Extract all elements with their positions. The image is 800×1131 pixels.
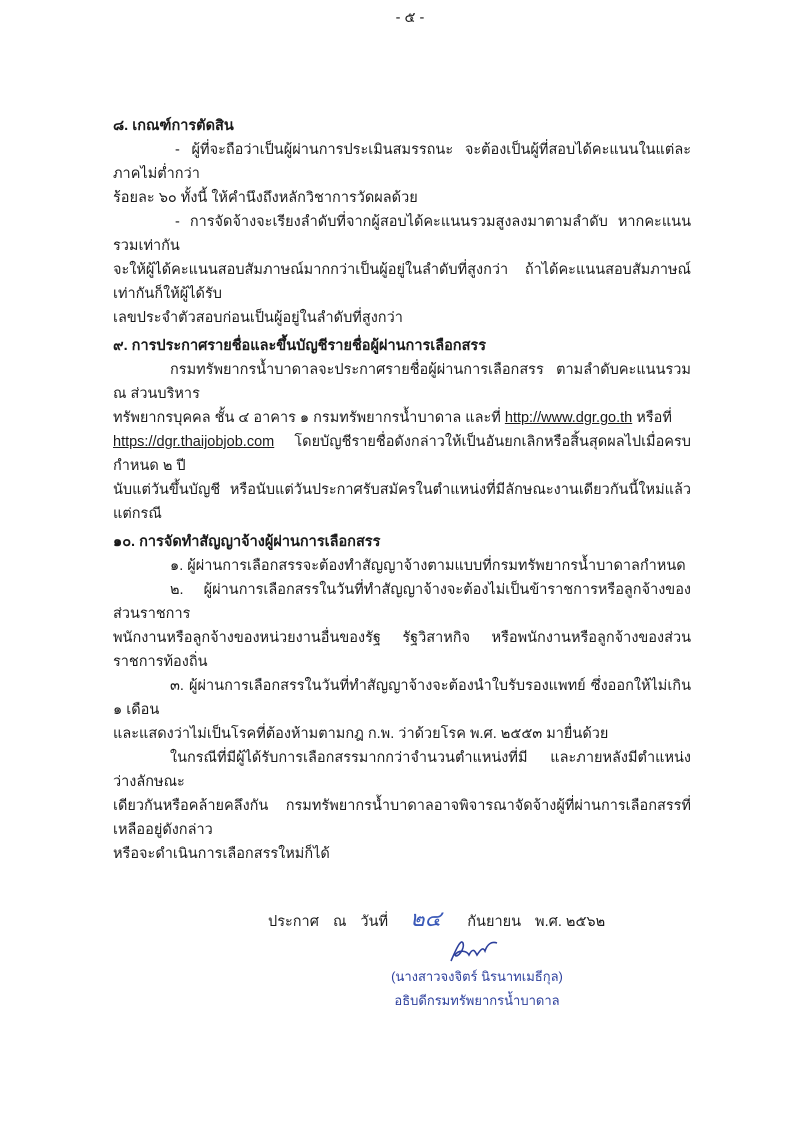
year: พ.ศ. ๒๕๖๒ [535,914,606,930]
paragraph-line: ๑. ผู้ผ่านการเลือกสรรจะต้องทำสัญญาจ้างตามแบบที่กรมทรัพยากรน้ำบาดาลกำหนด [170,558,686,574]
paragraph-line: จะให้ผู้ได้คะแนนสอบสัมภาษณ์มากกว่าเป็นผู้อยู่ในลำดับที่สูงกว่า ถ้าได้คะแนนสอบสัมภาษณ์เท่ากันก็ให้ผู้ได้รับ [113,262,691,302]
paragraph-line: ๓. ผู้ผ่านการเลือกสรรในวันที่ทำสัญญาจ้างจะต้องนำใบรับรองแพทย์ ซึ่งออกให้ไม่เกิน ๑ เดือน [113,678,691,718]
thaijobjob-link[interactable]: https://dgr.thaijobjob.com [113,434,275,450]
signer-title: อธิบดีกรมทรัพยากรน้ำบาดาล [394,993,560,1008]
paragraph-text: โดยบัญชีรายชื่อดังกล่าวให้เป็นอันยกเลิกหรือสิ้นสุดผลไปเมื่อครบกำหนด ๒ ปี [113,434,691,474]
paragraph-line: กรมทรัพยากรน้ำบาดาลจะประกาศรายชื่อผู้ผ่านการเลือกสรร ตามลำดับคะแนนรวม ณ ส่วนบริหาร [113,362,691,402]
month: กันยายน [467,914,522,930]
paragraph-line: พนักงานหรือลูกจ้างของหน่วยงานอื่นของรัฐ รัฐวิสาหกิจ หรือพนักงานหรือลูกจ้างของส่วนราชการท้องถิ่น [113,630,691,670]
announce-label: ประกาศ [268,914,319,930]
section-8-heading: ๘. เกณฑ์การตัดสิน [113,118,234,134]
paragraph-line: ในกรณีที่มีผู้ได้รับการเลือกสรรมากกว่าจำนวนตำแหน่งที่มี และภายหลังมีตำแหน่งว่างลักษณะ [113,750,691,790]
paragraph-line: ๒. ผู้ผ่านการเลือกสรรในวันที่ทำสัญญาจ้างจะต้องไม่เป็นข้าราชการหรือลูกจ้างของส่วนราชการ [113,582,691,622]
paragraph-line [113,430,691,478]
signer-name: (นางสาวจงจิตร์ นิรนาทเมธีกุล) [391,969,563,984]
at-label: ณ [332,914,347,930]
paragraph-line: และแสดงว่าไม่เป็นโรคที่ต้องห้ามตามกฎ ก.พ. ว่าด้วยโรค พ.ศ. ๒๕๕๓ มายื่นด้วย [113,726,609,742]
date-label: วันที่ [360,914,389,930]
paragraph-line: เดียวกันหรือคล้ายคลึงกัน กรมทรัพยากรน้ำบาดาลอาจพิจารณาจัดจ้างผู้ที่ผ่านการเลือกสรรที่เหลืออยู่ดังกล่าว [113,798,691,838]
handwritten-day: ๒๔ [410,906,442,931]
paragraph-line: หรือจะดำเนินการเลือกสรรใหม่ก็ได้ [113,846,330,862]
announcement-date [268,904,691,937]
paragraph-line: - ผู้ที่จะถือว่าเป็นผู้ผ่านการประเมินสมรรถนะ จะต้องเป็นผู้ที่สอบได้คะแนนในแต่ละภาคไม่ต่ำกว่า [113,142,691,182]
section-10-heading: ๑๐. การจัดทำสัญญาจ้างผู้ผ่านการเลือกสรร [113,534,381,550]
paragraph-text: หรือที่ [636,410,672,426]
paragraph-line: ร้อยละ ๖๐ ทั้งนี้ ให้คำนึงถึงหลักวิชาการวัดผลด้วย [113,190,418,206]
paragraph-line: - การจัดจ้างจะเรียงลำดับที่จากผู้สอบได้คะแนนรวมสูงลงมาตามลำดับ หากคะแนนรวมเท่ากัน [113,214,691,254]
dgr-website-link[interactable]: http://www.dgr.go.th [504,410,633,426]
document-body [113,30,691,1013]
paragraph-line: นับแต่วันขึ้นบัญชี หรือนับแต่วันประกาศรับสมัครในตำแหน่งที่มีลักษณะงานเดียวกันนี้ใหม่แล้วแต่กรณี [113,482,691,522]
paragraph-line: เลขประจำตัวสอบก่อนเป็นผู้อยู่ในลำดับที่สูงกว่า [113,310,403,326]
handwritten-signature [367,937,587,965]
page-number: - ๕ - [395,10,425,26]
signature-block [367,937,587,1013]
paragraph-line [113,406,691,430]
section-9-heading: ๙. การประกาศรายชื่อและขึ้นบัญชีรายชื่อผู้ผ่านการเลือกสรร [113,338,486,354]
paragraph-text: ทรัพยากรบุคคล ชั้น ๔ อาคาร ๑ กรมทรัพยากรน้ำบาดาล และที่ [113,410,501,426]
